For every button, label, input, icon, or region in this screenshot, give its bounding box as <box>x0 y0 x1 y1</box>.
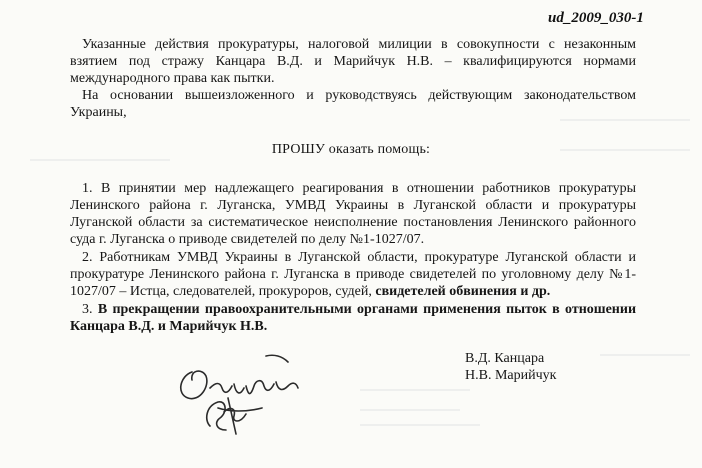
request-item-3-bold: В прекращении правоохранительными органами применения пыток в отношении Канцара В.Д. и Марийчук Н.В. <box>70 302 637 334</box>
paragraph-2: На основании вышеизложенного и руководствуясь действующим законодательством Украины, <box>70 88 636 120</box>
request-item-2-bold: свидетелей обвинения и др. <box>375 284 551 299</box>
request-heading: ПРОШУ оказать помощь: <box>271 142 431 157</box>
request-items <box>70 180 636 335</box>
request-item-3 <box>70 301 636 335</box>
request-item-1: 1. В принятии мер надлежащего реагирования в отношении работников прокуратуры Ленинского района г. Луганска, УМВД Украины в Луганской области и прокуратуры Луганской области за систематическое неисполнение постановления Ленинского районного суда г. Луганска о приводе свидетелей по делу №1-1027/07. <box>70 181 636 247</box>
signatory-2: Н.В. Марийчук <box>465 368 557 383</box>
request-item-3-number: 3. <box>82 302 93 317</box>
document-id: ud_2009_030-1 <box>548 10 644 26</box>
request-item-2 <box>70 249 636 300</box>
signatories <box>465 350 556 384</box>
paragraph-1: Указанные действия прокуратуры, налоговой милиции в совокупности с незаконным взятием под стражу Канцара В.Д. и Марийчук Н.В. – квалифицируются нормами международного права как пытки. <box>70 37 636 86</box>
signature-1-icon <box>181 355 298 398</box>
intro-text <box>70 36 636 121</box>
request-item-2-text: 2. Работникам УМВД Украины в Луганской области, прокуратуре Луганской области и прокуратуре Ленинского района г. Луганска в приводе свидетелей по уголовному делу №1-1027/07 – Истца, следователей, прокуроров, судей, <box>70 250 636 299</box>
signature-2-icon <box>207 398 262 434</box>
signatory-1: В.Д. Канцара <box>465 351 545 366</box>
signature-graphic <box>170 342 330 438</box>
